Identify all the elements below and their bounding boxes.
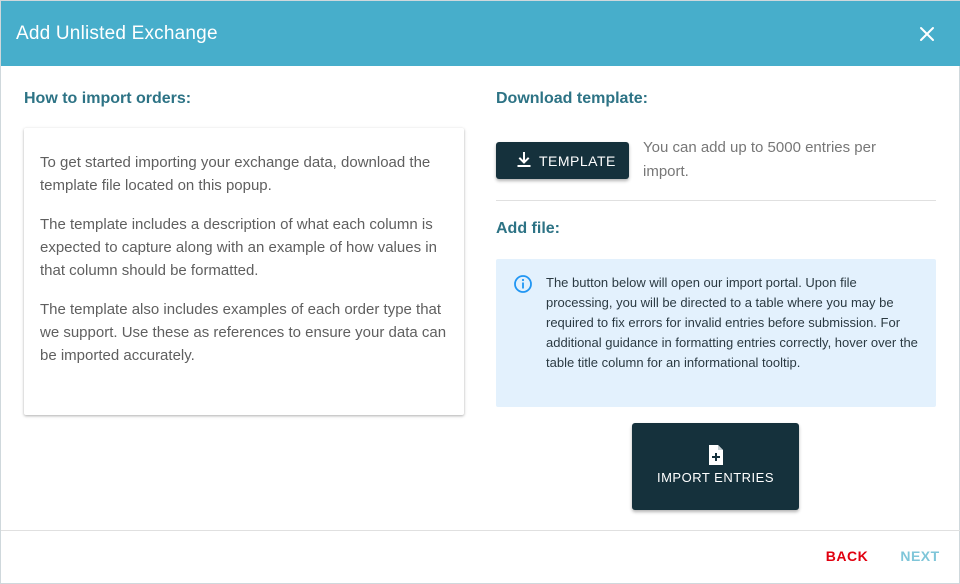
import-entries-button[interactable] xyxy=(632,423,799,510)
import-info-text: The button below will open our import portal. Upon file processing, you will be directed to a table where you may be required to fix errors for invalid entries before submission. For additional guidance in formatting entries correctly, hover over the table title column for an informational tooltip. xyxy=(546,275,918,370)
instructions-paragraph: To get started importing your exchange data, download the template file located on this popup. xyxy=(40,154,431,194)
instructions-paragraph: The template includes a description of what each column is expected to capture along with an example of how values in that column should be formatted. xyxy=(40,216,437,279)
instructions-card xyxy=(24,128,464,415)
dialog-title: Add Unlisted Exchange xyxy=(16,23,218,44)
template-entries-note: You can add up to 5000 entries per import. xyxy=(643,139,876,180)
how-to-import-heading: How to import orders: xyxy=(24,90,192,107)
back-button[interactable]: BACK xyxy=(825,548,869,564)
download-template-heading: Download template: xyxy=(496,90,649,107)
add-file-heading: Add file: xyxy=(496,220,560,237)
template-button-label: TEMPLATE xyxy=(539,153,616,169)
download-icon xyxy=(515,151,533,169)
close-icon xyxy=(913,20,941,48)
section-divider xyxy=(496,200,936,201)
instructions-paragraph: The template also includes examples of each order type that we support. Use these as references to ensure your data can be imported accurately. xyxy=(40,301,447,364)
close-button[interactable] xyxy=(913,20,941,48)
file-add-icon xyxy=(706,444,726,466)
next-button[interactable]: NEXT xyxy=(900,548,940,564)
import-entries-label: IMPORT ENTRIES xyxy=(656,470,775,485)
dialog-header xyxy=(1,1,960,66)
template-download-button[interactable] xyxy=(496,142,629,179)
import-info-alert xyxy=(496,259,936,407)
info-icon xyxy=(513,274,533,294)
footer-divider xyxy=(1,530,960,531)
